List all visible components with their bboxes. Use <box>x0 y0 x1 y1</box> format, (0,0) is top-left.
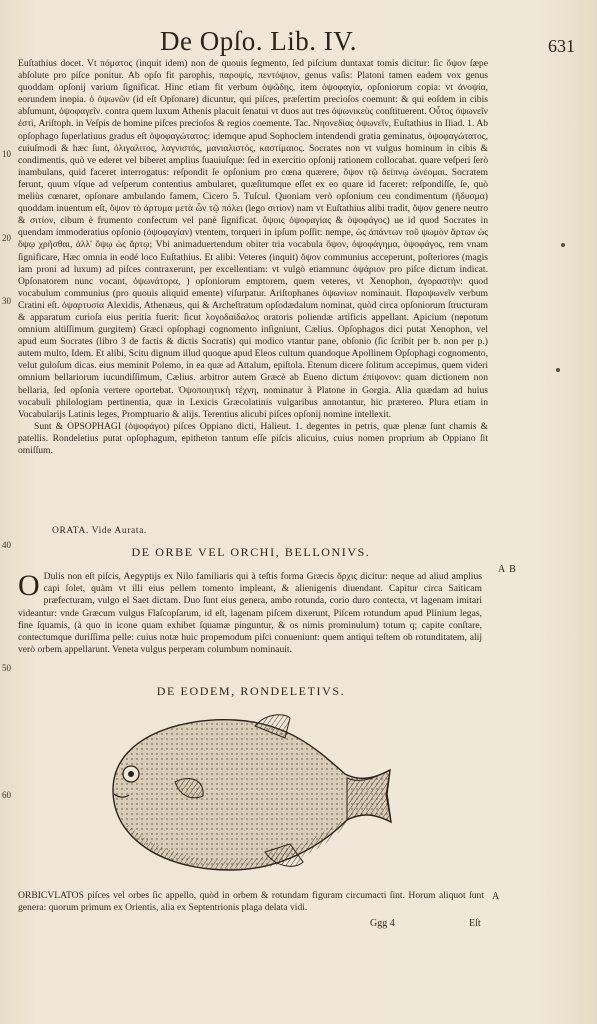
orbis-fish-illustration <box>105 712 395 877</box>
margin-dot <box>556 368 560 372</box>
line-number: 50 <box>2 663 11 673</box>
line-number: 60 <box>2 790 11 800</box>
paragraph-opsophagia: Euſtathius docet. Vt πόματος (inquit idem) non de quouis ſegmento, ſed piſcium duntaxat tomis dicitur: ſic ὄψον ſæpe abſolute pro piſce ponitur. Ab opſo fit parophis, παροψίς, πεντόψιον, genus vaſis: Platoni tamen eadem vox genus quoddam opſonij varium ſignificat. Hinc etiam fit verbum ὀψῶδης. item ὀψοφαγία, opſoniorum copia: vt ἀνοψία, eorundem inopia. ὁ ὀψωνῶν (id eſt Opſonare) dicuntur, qui piſces, præſertim precioſos coemunt: & qui eoſdem in cibis abſumunt, ὀψοφαγεῖν. contra quem luxum Athenis placuit ſenatui vt duos aut tres ὀψωνικεὺς conſtituerent. Οὗτος ὀψωνεῖν ἐστὶ, Ariſtoph. in Veſpis de homine piſces precioſos & regios coemente. Tac. Νηονεδίας ὀψωνεῖν, Euſtathius in Iliad. 1. Ab opſophago ſuperlatiuus gradus eſt ὀψοφαγώτατος: idemque apud Sophoclem intendendi gratia geminatus, ὀψοφαγώτατος, cuiuſmodi & hæc ſunt, ὀλιγαλιτος, λαγνιστός, μανιαλιστός, καστίμαιος. Socrates non vt vulgus hominum in cibis & condimentis, quò ve ederet vel biberet amplius ſuauiuſque: ſed in exercitio opſonij rationem collocabat. quare veſperi ſerò inambulans, quid faceret interrogatus: reſpondit ſe opſonium pro cœna quærere, ὄψον τῷ δείπνῳ ὠνέομαι. Socratem ferunt, quum vſque ad veſperum contentius ambularet, quæſitumque eſſet ex eo quare id faceret: reſpondiſſe, ſe, quò meliùs cœnaret, opſonare ambulando famem, Cicero 5. Tuſcul. Quoniam verò opſonium ceu condimentum (ἥδυσμα) quoddam inuentum eſt, ὄψον τὸ ἀρτυμα μετὰ ὧν τῷ πόλει (lego σιτίον) nam vt Euſtathius alibi tradit, ὄψον genere neutro & σιτίον, cibum è frumento confectum vel panè ſignificat. ὄψοις ὀψοφαγίας & ὀψοφάγος) ue id quod Socrates in quendam immoderatius opſonio (ὀψοφαγίαν) vtentem, torqueri in ipſum poſſit: nempe, ὡς ἁπάντων τοῦ ψωμὸν ἄρτων ὡς ὄψῳ χρῆσθαι, ἀλλ' ὄψῳ ὡς ἄρτῳ; Vbi animaduertendum obiter tria vocabula ὄψον, ὀψοφάγημα, ὀψοφάγος, rem vnam ſignificare, Hæc omnia in eodé loco Euſtathius. Et alibi: Veteres (inquit) ὄψον communius acceperunt, poſteriores (magis iam proni ad luxum) ad piſces contraxerunt, per excellentiam: vt vulgò etiamnunc ὀψάριον pro piſce dictum indicat. Opſonatorem nunc vocant, ὀψωνάτορα, ) opſoniorum emptorem, quem veteres, vt Xenophon, ἀγοραστὴν: quod vocabulum communius (pro quouis aliquid emente) viſurpatur. Ariſtophanes ὀψωνίων nominauit. Παροψωνεῖν verbum Cratini eſt. ὀψαρτυσία Alexidis, Athenæus, qui & Archeſtratum opſodædalum nominat, quòd circa opſoniorum ſtructuram & apparatum curioſa eius peritia fuerit: ſicut λογοδαίδαλος oratoris poliendæ artificis appellant. Apicium (nepotum omnium altiſſimum gurgitem) Græci opſophagi cognomento inſigniunt, Cælius. Opſophagos dici putat Xenophon, vel apud eum Socrates (libro 3 de factis & dictis Socratis) qui modico vtantur pane, obſonio (ſic ſcribit per b. non per p.) autem multo, Idem. Et alibi, Scitu dignum illud quoque apud Eleos cultum quandoque Apollinem Opſophagi cognomento, velut guloſum dicas. eius meminit Polemo, in ea quæ ad Attalum, epiſtola. Etenum dicere ſolitum accepimus, quem videri omnium bellariorum iucundiſſimum, Cælius. arbitror autem Græcè ab Eueno dictum ἐπίψονον: quam dictionem non bellaria, ſed opſonia vertere oportebat. Ὀψοποιητικὴ τέχνη, nominatur à Platone in Gorgia. Alia quædam ad huius vocabuli philologiam pertinentia, quæ in Lexicis Græcolatinis vulgaribus annotantur, hic prætereo. Plura etiam in Vocabularijs Latinis leges, Promptuario & alijs. Terentius alicubi piſces opſonij nomine intellexit. <box>18 58 488 420</box>
dropcap-o: O <box>18 569 40 602</box>
section-text-rondeletius: ORBICVLATOS piſces vel orbes ſic appello, quòd in orbem & rotundam figuram circumacti ſint. Horum aliquot ſunt genera: quorum primum ex Orientis, alia ex Septentrionis plaga delata vidi. <box>18 890 484 913</box>
line-number: 20 <box>2 233 11 243</box>
margin-dot <box>561 243 565 247</box>
section-body-bellonius: Dulis non eſt piſcis, Aegyptijs ex Nilo familiaris qui à teſtis forma Græcis ὄρχις dicitur: neque ad aliud amplius capi ſolet, quàm vt illi eius pellem tomento impleant, & alienigenis diuendant. Capitur circa Saiticam præfecturam, vulgo el Saet dictam. Duo ſunt eius genera, ambo rotunda, corio duro contecta, vt lagenam imitari videantur: vnde Græcum vulgus Flaſcopſarum, id eſt, lagenam piſcem dixerunt, Piſcem rotundum apud Plinium legas, fine ſquamis, (à quo in icone quam exhibet ſquamæ pinguntur, & os nimis prominulum) totum q; capite conſtare, contectumque duriſſima pelle: cuius notæ huic propemodum piſci conueniunt: quem antiqui teſtem ob rotunditatem, alij verò orbem appellarunt. Veneta vulgus perperam columbum nominauit. <box>18 571 482 656</box>
running-title: De Opſo. Lib. IV. <box>160 26 357 56</box>
margin-mark-ab: A B <box>498 564 517 575</box>
main-text <box>18 58 488 457</box>
catchword: Eſt <box>469 918 481 929</box>
orata-crossref: ORATA. Vide Aurata. <box>52 526 147 536</box>
section-title-bellonius: DE ORBE VEL ORCHI, BELLONIVS. <box>131 545 371 559</box>
line-number: 10 <box>2 149 11 159</box>
signature-mark: Ggg 4 <box>370 918 395 929</box>
paragraph-opsophagi: Sunt & OPSOPHAGI (ὀψοφάγοι) piſces Oppiano dicti, Halieut. 1. degentes in petris, quæ plenæ ſunt chamis & patellis. Rondeletius putat opſophagum, epitheton tantum eſſe piſcis alicuius, cuius nomen proprium ab Oppiano ſit omiſſum. <box>18 420 488 456</box>
section-title-rondeletius: DE EODEM, RONDELETIVS. <box>156 684 346 698</box>
margin-mark-a: A <box>492 891 500 902</box>
line-number: 30 <box>2 296 11 306</box>
section-text-bellonius <box>18 571 482 656</box>
line-number: 40 <box>2 540 11 550</box>
page-number: 631 <box>548 36 575 56</box>
